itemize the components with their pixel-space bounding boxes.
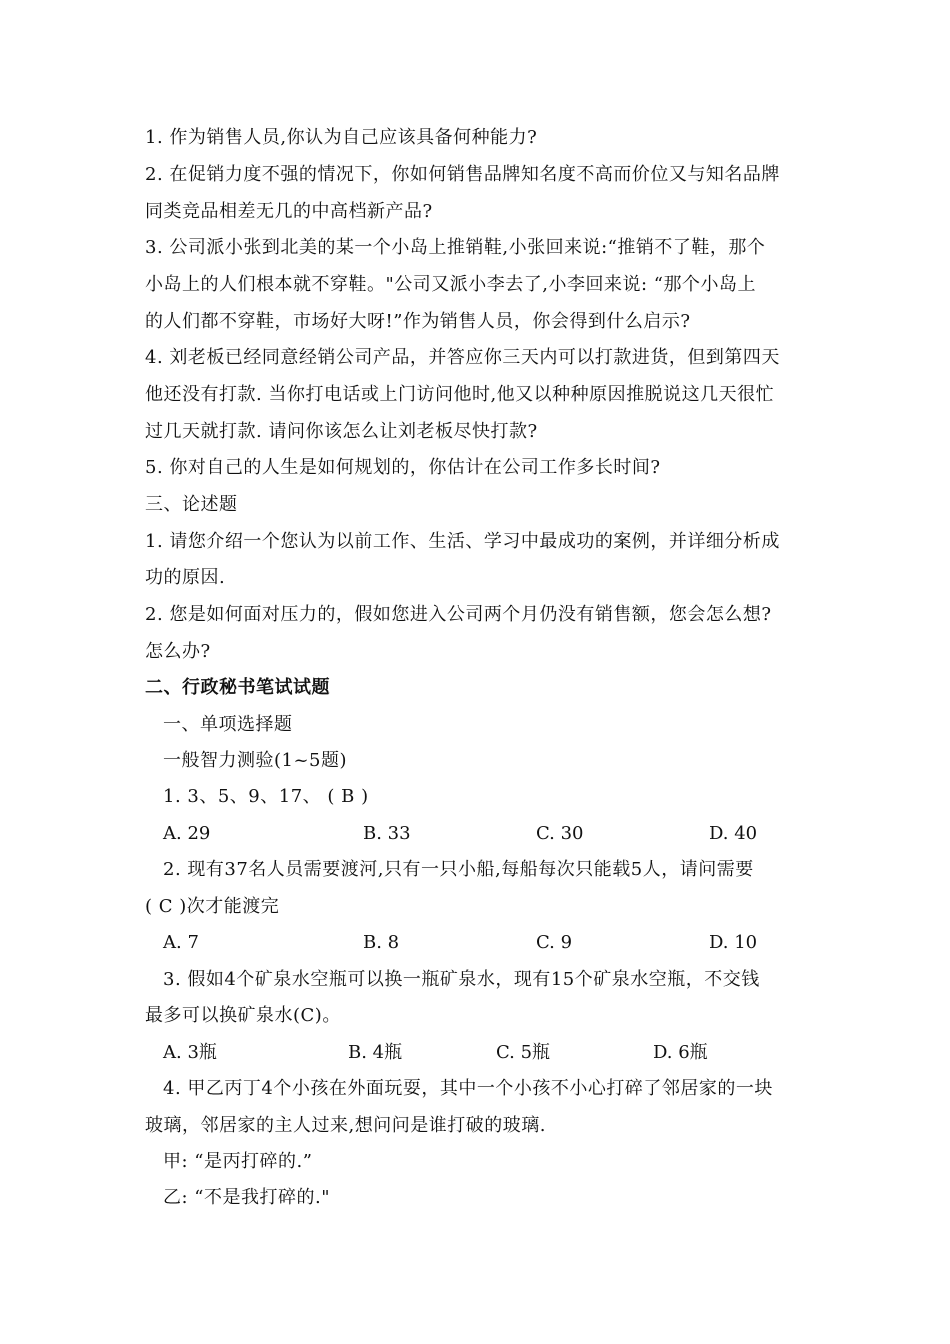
- q2-option-a: A. 7: [163, 932, 199, 953]
- question-sales-3-line1: 3. 公司派小张到北美的某一个小岛上推销鞋,小张回来说:“推销不了鞋，那个: [145, 237, 766, 258]
- q1-option-b: B. 33: [363, 823, 411, 844]
- statement-jia: 甲: “是丙打碎的.”: [163, 1151, 313, 1172]
- choice-question-2-line1: 2. 现有37名人员需要渡河,只有一只小船,每船每次只能载5人，请问需要: [163, 859, 754, 880]
- q2-option-d: D. 10: [709, 932, 758, 953]
- question-sales-4-line3: 过几天就打款. 请问你该怎么让刘老板尽快打款?: [145, 421, 538, 442]
- q3-option-d: D. 6瓶: [653, 1042, 708, 1063]
- q3-option-a: A. 3瓶: [163, 1042, 217, 1063]
- question-sales-3-line3: 的人们都不穿鞋，市场好大呀!”作为销售人员，你会得到什么启示?: [145, 311, 691, 332]
- essay-question-1-line1: 1. 请您介绍一个您认为以前工作、生活、学习中最成功的案例，并详细分析成: [145, 531, 780, 552]
- choice-question-2-line2: ( C )次才能渡完: [145, 896, 280, 917]
- essay-question-2-line2: 怎么办?: [145, 641, 211, 662]
- statement-yi: 乙: “不是我打碎的.": [163, 1187, 330, 1208]
- choice-question-4-line2: 玻璃，邻居家的主人过来,想问问是谁打破的玻璃.: [145, 1115, 546, 1136]
- choice-question-3-line2: 最多可以换矿泉水(C)。: [145, 1005, 341, 1026]
- subsection-iq-test: 一般智力测验(1~5题): [163, 750, 348, 771]
- choice-question-3-line1: 3. 假如4个矿泉水空瓶可以换一瓶矿泉水，现有15个矿泉水空瓶，不交钱: [163, 969, 760, 990]
- essay-question-2-line1: 2. 您是如何面对压力的，假如您进入公司两个月仍没有销售额，您会怎么想?: [145, 604, 772, 625]
- question-sales-4-line1: 4. 刘老板已经同意经销公司产品，并答应你三天内可以打款进货，但到第四天: [145, 347, 780, 368]
- section-heading-single-choice: 一、单项选择题: [163, 714, 293, 735]
- essay-question-1-line2: 功的原因.: [145, 567, 226, 588]
- section-heading-essay: 三、论述题: [145, 494, 238, 515]
- choice-question-1: 1. 3、5、9、17、 ( B ): [163, 786, 369, 807]
- q3-option-b: B. 4瓶: [348, 1042, 403, 1063]
- question-sales-3-line2: 小岛上的人们根本就不穿鞋。"公司又派小李去了,小李回来说: “那个小岛上: [145, 274, 756, 295]
- q1-option-a: A. 29: [163, 823, 211, 844]
- q1-option-d: D. 40: [709, 823, 758, 844]
- question-sales-2-line1: 2. 在促销力度不强的情况下，你如何销售品牌知名度不高而价位又与知名品牌: [145, 164, 780, 185]
- q3-option-c: C. 5瓶: [496, 1042, 551, 1063]
- choice-question-4-line1: 4. 甲乙丙丁4个小孩在外面玩耍，其中一个小孩不小心打碎了邻居家的一块: [163, 1078, 773, 1099]
- question-sales-1: 1. 作为销售人员,你认为自己应该具备何种能力?: [145, 127, 538, 148]
- q1-option-c: C. 30: [536, 823, 584, 844]
- question-sales-5: 5. 你对自己的人生是如何规划的，你估计在公司工作多长时间?: [145, 457, 661, 478]
- question-sales-2-line2: 同类竞品相差无几的中高档新产品?: [145, 201, 433, 222]
- q2-option-b: B. 8: [363, 932, 400, 953]
- q2-option-c: C. 9: [536, 932, 573, 953]
- question-sales-4-line2: 他还没有打款. 当你打电话或上门访问他时,他又以种种原因推脱说这几天很忙: [145, 384, 775, 405]
- section-title-admin-secretary: 二、行政秘书笔试试题: [145, 677, 330, 698]
